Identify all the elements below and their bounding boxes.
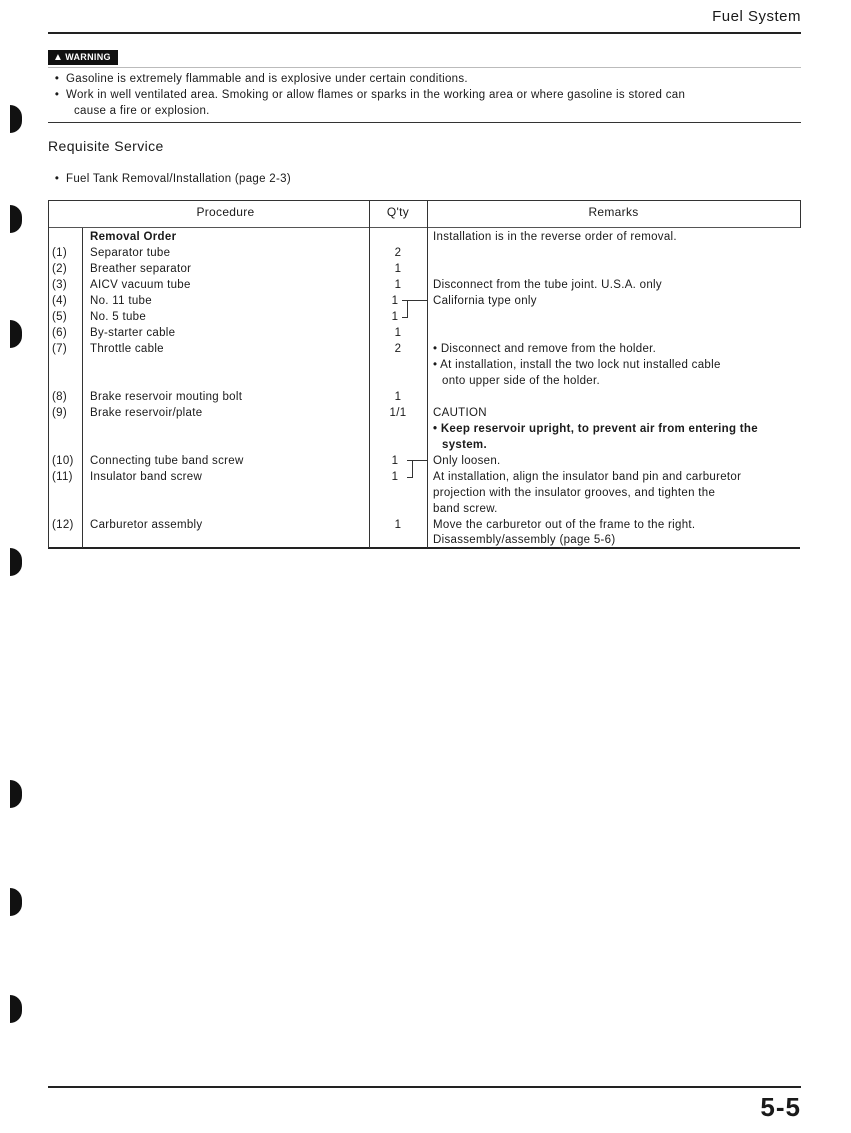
row-number: (4) <box>52 295 67 307</box>
row-qty: 1 <box>394 327 402 339</box>
row-number: (5) <box>52 311 67 323</box>
remark-text: system. <box>442 439 487 451</box>
row-qty: 2 <box>394 343 402 355</box>
row-procedure: Connecting tube band screw <box>90 455 244 467</box>
warning-line: • Gasoline is extremely flammable and is explosive under certain conditions. <box>48 71 801 87</box>
footer-rule <box>48 1086 801 1088</box>
page-number: 5-5 <box>760 1092 801 1122</box>
warning-line: cause a fire or explosion. <box>74 105 210 117</box>
row-procedure: Breather separator <box>90 263 192 275</box>
warning-box <box>48 67 801 123</box>
bracket-connector <box>412 460 427 461</box>
bracket-connector <box>407 300 427 301</box>
row-qty: 1/1 <box>389 407 407 419</box>
remark-text: Disassembly/assembly (page 5-6) <box>433 534 616 546</box>
remark-text: California type only <box>433 295 537 307</box>
row-number: (1) <box>52 247 67 259</box>
remark-text: Installation is in the reverse order of removal. <box>433 231 677 243</box>
binder-mark <box>10 995 22 1023</box>
row-number: (7) <box>52 343 67 355</box>
warning-badge <box>48 50 118 65</box>
row-procedure: Throttle cable <box>90 343 164 355</box>
remark-text: At installation, align the insulator band pin and carburetor <box>433 471 742 483</box>
warning-badge-label: WARNING <box>65 52 111 62</box>
table-bottom-border <box>48 547 800 549</box>
row-number: (12) <box>52 519 74 531</box>
remark-text: • At installation, install the two lock nut installed cable <box>433 359 721 371</box>
remark-text: Disconnect from the tube joint. U.S.A. only <box>433 279 662 291</box>
row-procedure: By-starter cable <box>90 327 176 339</box>
header-rule <box>48 32 801 34</box>
table-num-divider <box>82 228 83 548</box>
section-title: Fuel System <box>712 8 801 25</box>
table-qty-divider-right <box>427 200 428 548</box>
header-remarks: Remarks <box>588 205 639 219</box>
qty-bracket <box>402 300 408 318</box>
row-number: (6) <box>52 327 67 339</box>
row-qty: 1 <box>391 295 399 307</box>
row-number: (8) <box>52 391 67 403</box>
removal-order-label: Removal Order <box>90 231 177 243</box>
binder-mark <box>10 205 22 233</box>
table-top-border <box>48 200 800 201</box>
row-number: (9) <box>52 407 67 419</box>
row-procedure: No. 5 tube <box>90 311 147 323</box>
table-left-border <box>48 200 49 548</box>
bullet-icon: • <box>54 173 60 185</box>
bullet-icon: • <box>54 73 60 85</box>
remark-text: • Keep reservoir upright, to prevent air from entering the <box>433 423 758 435</box>
row-qty: 1 <box>394 279 402 291</box>
table-right-border <box>800 200 801 228</box>
row-qty: 1 <box>394 263 402 275</box>
remark-text: projection with the insulator grooves, and tighten the <box>433 487 716 499</box>
header-procedure: Procedure <box>196 205 255 219</box>
row-qty: 1 <box>394 519 402 531</box>
row-procedure: AICV vacuum tube <box>90 279 191 291</box>
binder-mark <box>10 105 22 133</box>
warning-triangle-icon: ▲ <box>53 52 64 63</box>
row-number: (11) <box>52 471 73 483</box>
row-procedure: Brake reservoir mouting bolt <box>90 391 243 403</box>
table-header-border <box>48 227 800 228</box>
row-procedure: No. 11 tube <box>90 295 152 307</box>
binder-mark <box>10 548 22 576</box>
warning-line: • Work in well ventilated area. Smoking or allow flames or sparks in the working area or where gasoline is stored can <box>48 87 801 103</box>
binder-mark <box>10 320 22 348</box>
row-qty: 1 <box>391 455 399 467</box>
row-procedure: Carburetor assembly <box>90 519 203 531</box>
binder-mark <box>10 780 22 808</box>
bullet-icon: • <box>54 89 60 101</box>
row-procedure: Separator tube <box>90 247 171 259</box>
remark-text: band screw. <box>433 503 498 515</box>
row-procedure: Insulator band screw <box>90 471 203 483</box>
requisite-title: Requisite Service <box>48 138 164 154</box>
row-qty: 1 <box>394 391 402 403</box>
remark-text: Move the carburetor out of the frame to the right. <box>433 519 696 531</box>
remark-text: onto upper side of the holder. <box>442 375 600 387</box>
remark-text: Only loosen. <box>433 455 501 467</box>
row-number: (3) <box>52 279 67 291</box>
caution-label: CAUTION <box>433 407 487 419</box>
row-qty: 1 <box>391 471 399 483</box>
row-number: (10) <box>52 455 74 467</box>
row-procedure: Brake reservoir/plate <box>90 407 203 419</box>
qty-bracket <box>407 460 413 478</box>
header-qty: Q'ty <box>386 205 410 219</box>
requisite-item: • Fuel Tank Removal/Installation (page 2-3) <box>48 173 291 185</box>
row-number: (2) <box>52 263 67 275</box>
binder-mark <box>10 888 22 916</box>
remark-text: • Disconnect and remove from the holder. <box>433 343 657 355</box>
row-qty: 2 <box>394 247 402 259</box>
row-qty: 1 <box>391 311 399 323</box>
